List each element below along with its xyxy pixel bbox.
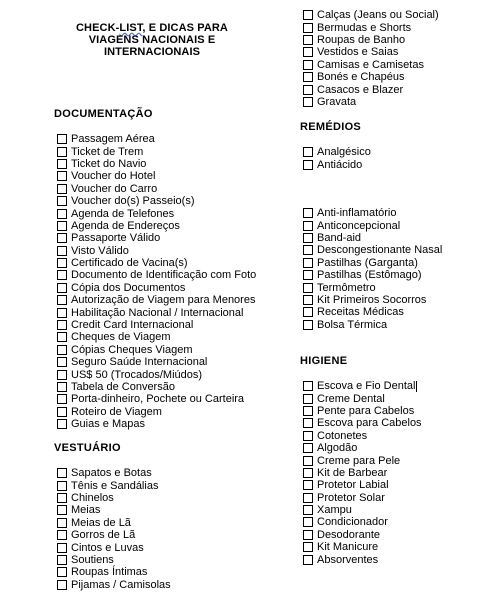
checkbox[interactable] (303, 283, 313, 293)
vestuario-item (303, 9, 439, 21)
vestuario-item-label: Bonés e Chapéus (317, 71, 405, 84)
checkbox[interactable] (303, 517, 313, 527)
checkbox[interactable] (303, 505, 313, 515)
documentacao-item-label: Voucher do(s) Passeio(s) (71, 195, 195, 208)
documentacao-item (57, 133, 256, 145)
vestuario-item (57, 479, 171, 491)
vestuario-item-label: Bermudas e Shorts (317, 21, 412, 34)
higiene-item-label: Desodorante (317, 528, 380, 541)
documentacao-item-label: Documento de Identificação com Foto (71, 269, 257, 282)
checkbox[interactable] (57, 481, 67, 491)
vestuario-item-label: Camisas e Camisetas (317, 58, 424, 71)
higiene-item (303, 417, 422, 429)
higiene-item (303, 467, 422, 479)
higiene-item (303, 442, 422, 454)
documentacao-item-label: Cheques de Viagem (71, 331, 171, 344)
checkbox[interactable] (57, 332, 67, 342)
remedios-item (303, 219, 442, 231)
checkbox[interactable] (303, 23, 313, 33)
vestuario-item-label: Soutiens (71, 553, 114, 566)
checkbox[interactable] (57, 505, 67, 515)
checkbox[interactable] (303, 72, 313, 82)
checkbox[interactable] (303, 542, 313, 552)
higiene-item-label: Protetor Labial (317, 479, 389, 492)
documentacao-item (57, 294, 256, 306)
remedios-item-label: Bolsa Térmica (317, 318, 388, 331)
documentacao-item (57, 257, 256, 269)
heading-remedios: REMÉDIOS (300, 121, 362, 133)
checkbox[interactable] (57, 184, 67, 194)
checkbox[interactable] (303, 406, 313, 416)
higiene-item (303, 504, 422, 516)
vestuario-item-label: Sapatos e Botas (71, 467, 152, 480)
higiene-item (303, 529, 422, 541)
documentacao-item (57, 406, 256, 418)
documentacao-item-label: Seguro Saúde Internacional (71, 356, 208, 369)
checkbox[interactable] (57, 419, 67, 429)
remedios-item (303, 269, 442, 281)
remedios-item (303, 244, 442, 256)
higiene-item-label: Creme para Pele (317, 454, 401, 467)
checklist-remedios-part-2 (303, 207, 442, 331)
documentacao-item (57, 170, 256, 182)
title-line-2: VIAGENS NACIONAIS E (88, 34, 216, 46)
checkbox[interactable] (303, 47, 313, 57)
vestuario-item (57, 541, 171, 553)
documentacao-item-label: Autorização de Viagem para Menores (71, 294, 256, 307)
checkbox[interactable] (303, 381, 313, 391)
heading-documentacao: DOCUMENTAÇÃO (54, 108, 153, 120)
documentacao-item-label: Habilitação Nacional / Internacional (71, 306, 244, 319)
higiene-item-label: Creme Dental (317, 392, 385, 405)
documentacao-item-label: Credit Card Internacional (71, 319, 194, 332)
higiene-item-label: Kit de Barbear (317, 466, 388, 479)
remedios-item-label: Pastilhas (Garganta) (317, 256, 418, 269)
checkbox[interactable] (57, 233, 67, 243)
title-word-check: CHECK- (76, 22, 120, 34)
vestuario-item (303, 71, 439, 83)
higiene-item-label: Escova para Cabelos (317, 417, 422, 430)
higiene-item (303, 392, 422, 404)
documentacao-item-label: US$ 50 (Trocados/Miúdos) (71, 368, 203, 381)
checkbox[interactable] (57, 555, 67, 565)
documentacao-item-label: Porta-dinheiro, Pochete ou Carteira (71, 393, 245, 406)
documentacao-item (57, 368, 256, 380)
documentacao-item-label: Certificado de Vacina(s) (71, 257, 188, 270)
higiene-item (303, 492, 422, 504)
checkbox[interactable] (57, 357, 67, 367)
checkbox[interactable] (303, 307, 313, 317)
checkbox[interactable] (303, 320, 313, 330)
vestuario-item (57, 579, 171, 591)
documentacao-item (57, 183, 256, 195)
documentacao-item-label: Guias e Mapas (71, 418, 145, 431)
checkbox[interactable] (303, 295, 313, 305)
vestuario-item (303, 46, 439, 58)
checkbox[interactable] (303, 394, 313, 404)
higiene-item (303, 380, 422, 392)
documentacao-item (57, 145, 256, 157)
heading-vestuario: VESTUÁRIO (54, 442, 121, 454)
title-line-1-rest: , E DICAS PARA (142, 22, 228, 34)
higiene-item (303, 479, 422, 491)
checkbox[interactable] (57, 270, 67, 280)
vestuario-item (303, 59, 439, 71)
remedios-item (303, 257, 442, 269)
checkbox[interactable] (303, 530, 313, 540)
text-cursor (416, 381, 417, 392)
checkbox[interactable] (57, 221, 67, 231)
higiene-item (303, 541, 422, 553)
higiene-item-label: Pente para Cabelos (317, 404, 415, 417)
checkbox[interactable] (303, 555, 313, 565)
checkbox[interactable] (57, 209, 67, 219)
remedios-item-label: Pastilhas (Estômago) (317, 269, 422, 282)
checkbox[interactable] (303, 208, 313, 218)
title-line-1 (62, 22, 242, 34)
documentacao-item-label: Roteiro de Viagem (71, 405, 162, 418)
documentacao-item (57, 331, 256, 343)
documentacao-item-label: Passaporte Válido (71, 232, 161, 245)
checkbox[interactable] (57, 295, 67, 305)
checkbox[interactable] (57, 345, 67, 355)
checkbox[interactable] (303, 418, 313, 428)
remedios-item-label: Descongestionante Nasal (317, 244, 443, 257)
title-line-3: INTERNACIONAIS (103, 46, 201, 58)
documentacao-item (57, 418, 256, 430)
checkbox[interactable] (57, 171, 67, 181)
checkbox[interactable] (57, 567, 67, 577)
checkbox[interactable] (57, 580, 67, 590)
vestuario-item (303, 34, 439, 46)
documentacao-item (57, 245, 256, 257)
checkbox[interactable] (303, 233, 313, 243)
remedios-item (303, 158, 371, 170)
remedios-item (303, 294, 442, 306)
remedios-item (303, 232, 442, 244)
remedios-item-label: Anti-inflamatório (317, 207, 397, 220)
checkbox[interactable] (57, 370, 67, 380)
higiene-item-label: Xampu (317, 504, 352, 517)
checkbox[interactable] (303, 456, 313, 466)
checkbox[interactable] (57, 258, 67, 268)
remedios-item (303, 146, 371, 158)
title-word-list: LIST (119, 22, 143, 34)
document-title (62, 22, 242, 58)
documentacao-item (57, 393, 256, 405)
higiene-item (303, 430, 422, 442)
checkbox[interactable] (303, 270, 313, 280)
checkbox[interactable] (57, 394, 67, 404)
vestuario-item (57, 554, 171, 566)
documentacao-item (57, 282, 256, 294)
documentacao-item-label: Tabela de Conversão (71, 381, 175, 393)
documentacao-item-label: Voucher do Hotel (71, 170, 156, 183)
documentacao-item-label: Ticket de Trem (71, 145, 144, 158)
remedios-item-label: Receitas Médicas (317, 306, 404, 319)
documentacao-item (57, 319, 256, 331)
higiene-item (303, 553, 422, 565)
vestuario-item-label: Vestidos e Saias (317, 46, 399, 59)
documentacao-item (57, 381, 256, 393)
checkbox[interactable] (57, 468, 67, 478)
documentacao-item-label: Passagem Aérea (71, 133, 155, 146)
vestuario-item (57, 566, 171, 578)
remedios-item-label: Band-aid (317, 231, 362, 244)
remedios-item-label: Anticoncepcional (317, 219, 401, 232)
checkbox[interactable] (303, 147, 313, 157)
higiene-item-label: Protetor Solar (317, 491, 385, 504)
checkbox[interactable] (303, 85, 313, 95)
vestuario-item-label: Casacos e Blazer (317, 83, 404, 96)
checkbox[interactable] (57, 543, 67, 553)
checklist-vestuario-continued (303, 9, 439, 108)
documentacao-item (57, 306, 256, 318)
remedios-item-label: Antiácido (317, 158, 363, 171)
documentacao-item (57, 356, 256, 368)
vestuario-item-label: Roupas Íntimas (71, 566, 148, 579)
checklist-vestuario (57, 467, 171, 591)
remedios-item (303, 207, 442, 219)
documentacao-item-label: Ticket do Navio (71, 157, 147, 170)
documentacao-item (57, 269, 256, 281)
vestuario-item-label: Gravata (317, 95, 357, 108)
checkbox[interactable] (57, 320, 67, 330)
remedios-item (303, 306, 442, 318)
vestuario-item-label: Chinelos (71, 491, 114, 504)
vestuario-item-label: Meias de Lã (71, 516, 131, 529)
checkbox[interactable] (303, 258, 313, 268)
higiene-item-label: Cotonetes (317, 429, 368, 442)
vestuario-item (57, 467, 171, 479)
higiene-item-label: Kit Manicure (317, 541, 379, 554)
checkbox[interactable] (303, 468, 313, 478)
checkbox[interactable] (303, 221, 313, 231)
remedios-item-label: Kit Primeiros Socorros (317, 293, 427, 306)
vestuario-item-label: Gorros de Lã (71, 529, 136, 542)
vestuario-item-label: Roupas de Banho (317, 33, 406, 46)
checkbox[interactable] (57, 159, 67, 169)
vestuario-item (57, 492, 171, 504)
remedios-item (303, 319, 442, 331)
checkbox[interactable] (303, 245, 313, 255)
remedios-item-label: Analgésico (317, 146, 371, 159)
vestuario-item-label: Meias (71, 504, 101, 517)
checkbox[interactable] (57, 382, 67, 392)
higiene-item (303, 516, 422, 528)
checkbox[interactable] (57, 493, 67, 503)
checkbox[interactable] (57, 147, 67, 157)
checklist-documentacao (57, 133, 256, 430)
checkbox[interactable] (57, 246, 67, 256)
higiene-item-label: Condicionador (317, 516, 388, 529)
documentacao-item-label: Cópia dos Documentos (71, 281, 186, 294)
vestuario-item (57, 504, 171, 516)
vestuario-item (303, 21, 439, 33)
checkbox[interactable] (57, 196, 67, 206)
checkbox[interactable] (303, 431, 313, 441)
checkbox[interactable] (57, 530, 67, 540)
documentacao-item-label: Visto Válido (71, 244, 129, 257)
documentacao-item-label: Voucher do Carro (71, 182, 158, 195)
higiene-item-label: Absorventes (317, 553, 379, 566)
vestuario-item-label: Cintos e Luvas (71, 541, 144, 554)
documentacao-item (57, 232, 256, 244)
vestuario-item-label: Tênis e Sandálias (71, 479, 159, 492)
vestuario-item (303, 83, 439, 95)
checkbox[interactable] (57, 283, 67, 293)
documentacao-item-label: Agenda de Endereços (71, 219, 180, 232)
documentacao-item (57, 220, 256, 232)
checklist-remedios-part-1 (303, 146, 371, 171)
checkbox[interactable] (303, 97, 313, 107)
checkbox[interactable] (57, 134, 67, 144)
checkbox[interactable] (57, 308, 67, 318)
checkbox[interactable] (303, 443, 313, 453)
vestuario-item (57, 517, 171, 529)
checkbox[interactable] (57, 407, 67, 417)
checkbox[interactable] (303, 35, 313, 45)
documentacao-item (57, 344, 256, 356)
documentacao-item-label: Agenda de Telefones (71, 207, 175, 220)
vestuario-item (303, 96, 439, 108)
higiene-item (303, 405, 422, 417)
checkbox[interactable] (303, 60, 313, 70)
vestuario-item-label: Calças (Jeans ou Social) (317, 9, 439, 22)
higiene-item-label: Algodão (317, 442, 358, 455)
heading-higiene: HIGIENE (300, 355, 348, 367)
documentacao-item (57, 207, 256, 219)
checkbox[interactable] (303, 10, 313, 20)
documentacao-item (57, 158, 256, 170)
vestuario-item (57, 529, 171, 541)
remedios-item (303, 281, 442, 293)
checkbox[interactable] (303, 493, 313, 503)
checkbox[interactable] (303, 480, 313, 490)
checkbox[interactable] (303, 160, 313, 170)
vestuario-item-label: Pijamas / Camisolas (71, 578, 171, 591)
higiene-item-label: Escova e Fio Dental (317, 380, 416, 393)
checklist-higiene (303, 380, 422, 566)
higiene-item (303, 454, 422, 466)
remedios-item-label: Termômetro (317, 281, 376, 294)
documentacao-item-label: Cópias Cheques Viagem (71, 343, 193, 356)
checkbox[interactable] (57, 518, 67, 528)
documentacao-item (57, 195, 256, 207)
